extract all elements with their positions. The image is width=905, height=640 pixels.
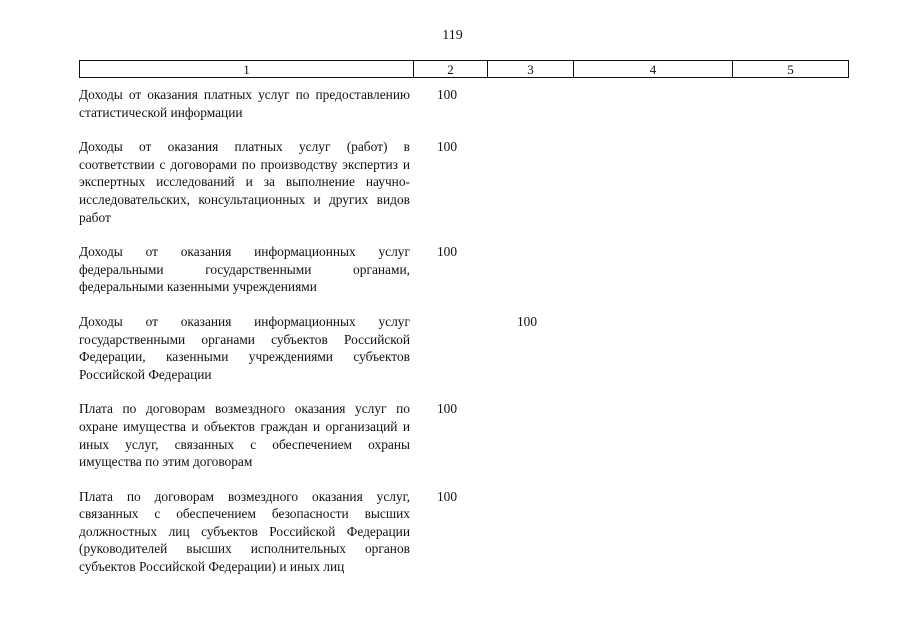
row-value-col3 — [484, 243, 570, 296]
column-header-3: 3 — [488, 61, 574, 78]
row-description: Доходы от оказания платных услуг (работ) в соответствии с договорами по производству экспертиз и экспертных исследований и за выполнение научно-исследовательских, консультационных и других видов работ — [79, 139, 410, 225]
row-description: Плата по договорам возмездного оказания услуг по охране имущества и объектов граждан и организаций и иных услуг, связанных с обеспечением охраны имущества по этим договорам — [79, 401, 410, 470]
column-header-4: 4 — [574, 61, 733, 78]
column-header-1: 1 — [80, 61, 414, 78]
page-number: 119 — [442, 28, 463, 43]
row-description: Доходы от оказания платных услуг по предоставлению статистической информации — [79, 87, 410, 120]
table-row — [79, 138, 848, 226]
column-header-row — [80, 61, 849, 78]
row-value-col3 — [484, 86, 570, 121]
row-description: Доходы от оказания информационных услуг государственными органами субъектов Российской Федерации, казенными учреждениями субъектов Российской Федерации — [79, 313, 410, 382]
row-description: Доходы от оказания информационных услуг федеральными государственными органами, федеральными казенными учреждениями — [79, 244, 410, 295]
row-description: Плата по договорам возмездного оказания услуг, связанных с обеспечением безопасности высших должностных лиц субъектов Российской Федерации (руководителей высших исполнительных органов субъектов Российской Федерации) и иных лиц — [79, 488, 410, 575]
column-header-2: 2 — [414, 61, 488, 78]
row-value-col2 — [410, 313, 484, 383]
row-value-col2: 100 — [436, 87, 458, 102]
row-value-col3 — [484, 400, 570, 470]
table-row — [79, 243, 848, 296]
row-value-col2: 100 — [436, 139, 458, 155]
row-value-col3 — [484, 488, 570, 576]
column-header-5: 5 — [733, 61, 849, 78]
column-header-table — [79, 60, 849, 78]
table-body — [79, 86, 848, 593]
table-row — [79, 488, 848, 576]
row-value-col2: 100 — [436, 401, 458, 417]
table-row — [79, 86, 848, 121]
row-value-col3: 100 — [516, 313, 538, 329]
row-value-col2: 100 — [436, 488, 458, 504]
row-value-col3 — [484, 138, 570, 226]
table-row — [79, 313, 848, 383]
table-row — [79, 400, 848, 470]
row-value-col2: 100 — [436, 244, 458, 260]
